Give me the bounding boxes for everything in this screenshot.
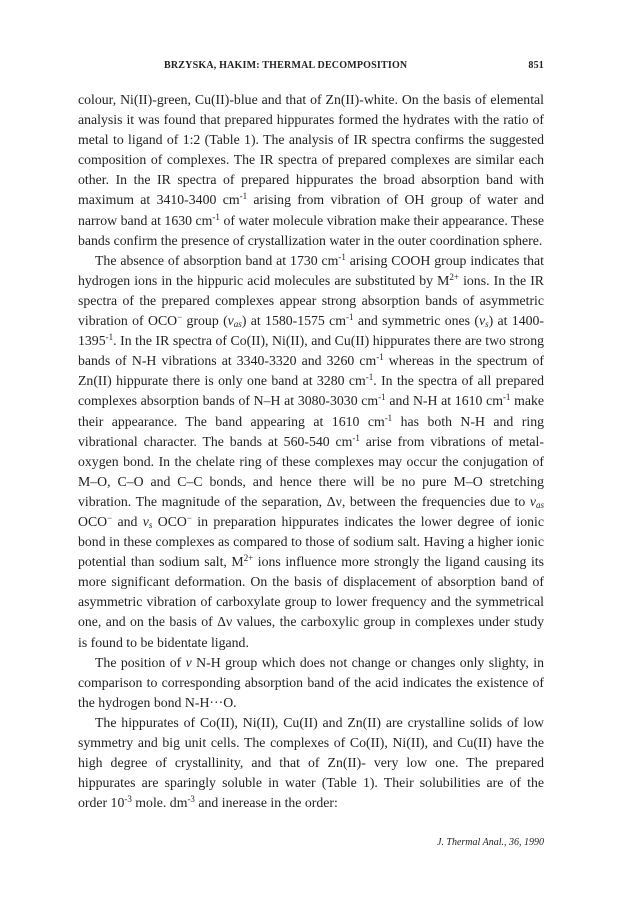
- text-run: make their appearance. The band appearing at 1610 cm: [78, 393, 544, 429]
- superscript: 2+: [243, 553, 254, 564]
- paragraph: [78, 251, 544, 653]
- subscript: s: [485, 319, 489, 330]
- text-run: N-H group which does not change or changes only slighty, in comparison to corresponding absorption band of the acid indicates the existence of the hydrogen bond N-H···O.: [78, 654, 544, 710]
- text-run: . In the spectra of all prepared complexes absorption bands of N–H at 3080-3030 cm: [78, 373, 544, 409]
- superscript: -3: [124, 794, 132, 805]
- paragraph: [78, 713, 544, 813]
- subscript: as: [535, 499, 544, 510]
- text-run: and N-H at 1610 cm: [385, 393, 503, 409]
- text-run: The position of: [95, 654, 186, 670]
- text-run: OCO: [78, 513, 108, 529]
- text-run: and: [112, 513, 143, 529]
- paragraph: [78, 90, 544, 251]
- nu-symbol: ν: [185, 654, 192, 670]
- text-run: in preparation hippurates indicates the lower degree of ionic bond in these complexes as compared to those of sodium salt. Having a higher ionic potential than sodium salt, M: [78, 513, 544, 570]
- text-run: group (: [182, 313, 228, 329]
- text-run: ) at 1580-1575 cm: [241, 313, 347, 329]
- superscript: -1: [346, 312, 354, 323]
- superscript: -1: [376, 352, 384, 363]
- text-run: arising from vibration of OH group of water and narrow band at 1630 cm: [78, 192, 544, 228]
- text-run: The hippurates of Co(II), Ni(II), Cu(II) and Zn(II) are crystalline solids of low symmetry and big unit cells. The complexes of Co(II), Ni(II), and Cu(II) have the high degree of crystallinity, and that of Zn(II)- very low one. The prepared hippurates are sparingly soluble in water (Table 1). Their solubilities are of the order 10: [78, 714, 544, 811]
- page-number: 851: [528, 60, 544, 71]
- text-run: OCO: [152, 513, 187, 529]
- superscript: -1: [239, 191, 248, 202]
- text-run: The absence of absorption band at 1730 cm: [95, 252, 339, 268]
- text-run: ions influence more strongly the ligand causing its more significant deformation. On the basis of displacement of absorption band of asymmetric vibration of carboxylate group to lower frequency and the symmetrical one, and on the basis of Δν values, the carboxylic group in complexes under study is found to be bidentate ligand.: [78, 554, 544, 650]
- text-run: ions. In the IR spectra of the prepared complexes appear strong absorption bands of asymmetric vibration of OCO: [78, 272, 545, 329]
- subscript: as: [233, 319, 242, 330]
- superscript: -1: [105, 332, 114, 343]
- superscript: -1: [338, 251, 346, 262]
- superscript: −: [186, 512, 192, 523]
- text-run: . In the IR spectra of Co(II), Ni(II), and Cu(II) hippurates there are two strong bands of N-H vibrations at 3340-3320 and 3260 cm: [78, 333, 544, 369]
- superscript: -1: [365, 372, 374, 383]
- text-run: ) at 1400-1395: [78, 313, 544, 349]
- superscript: -3: [187, 794, 195, 805]
- text-run: colour, Ni(II)-green, Cu(II)-blue and that of Zn(II)-white. On the basis of elemental analysis it was found that prepared hippurates formed the hydrates with the ratio of metal to ligand of 1:2 (Table 1). The analysis of IR spectra confirms the suggested composition of complexes. The IR spectra of prepared complexes are similar each other. In the IR spectra of prepared hippurates the broad absorption band with maximum at 3410-3400 cm: [78, 92, 544, 208]
- text-run: of water molecule vibration make their appearance. These bands confirm the presence of crystallization water in the outer coordination sphere.: [78, 212, 544, 248]
- superscript: -1: [378, 392, 386, 403]
- body-text: [78, 90, 544, 813]
- journal-citation-footer: J. Thermal Anal., 36, 1990: [436, 837, 544, 848]
- text-run: whereas in the spectrum of Zn(II) hippurate there is only one band at 3280 cm: [78, 353, 544, 389]
- superscript: -1: [384, 412, 393, 423]
- text-run: arising COOH group indicates that hydrogen ions in the hippuric acid molecules are substituted by M: [78, 252, 544, 288]
- nu-symbol: ν: [478, 313, 486, 329]
- superscript: 2+: [449, 271, 459, 282]
- text-run: and symmetric ones (: [353, 313, 479, 329]
- subscript: s: [148, 519, 153, 530]
- superscript: −: [107, 512, 113, 523]
- nu-symbol: ν: [227, 313, 234, 329]
- nu-symbol: ν: [142, 513, 149, 529]
- text-run: arise from vibrations of metal-oxygen bond. In the chelate ring of these complexes may occur the conjugation of M–O, C–O and C–C bonds, and hence there will be no pure M–O stretching vibration. The magnitude of the separation, Δν, between the frequencies due to: [78, 433, 544, 509]
- superscript: -1: [352, 432, 360, 443]
- text-run: mole. dm: [131, 795, 188, 811]
- text-run: has both N-H and ring vibrational character. The bands at 560-540 cm: [78, 413, 544, 449]
- running-title: BRZYSKA, HAKIM: THERMAL DECOMPOSITION: [164, 60, 408, 71]
- superscript: −: [177, 312, 183, 323]
- paragraph: [78, 653, 544, 713]
- text-run: and inerease in the order:: [194, 795, 338, 811]
- nu-symbol: ν: [529, 493, 536, 509]
- superscript: -1: [212, 211, 220, 222]
- superscript: -1: [502, 392, 511, 403]
